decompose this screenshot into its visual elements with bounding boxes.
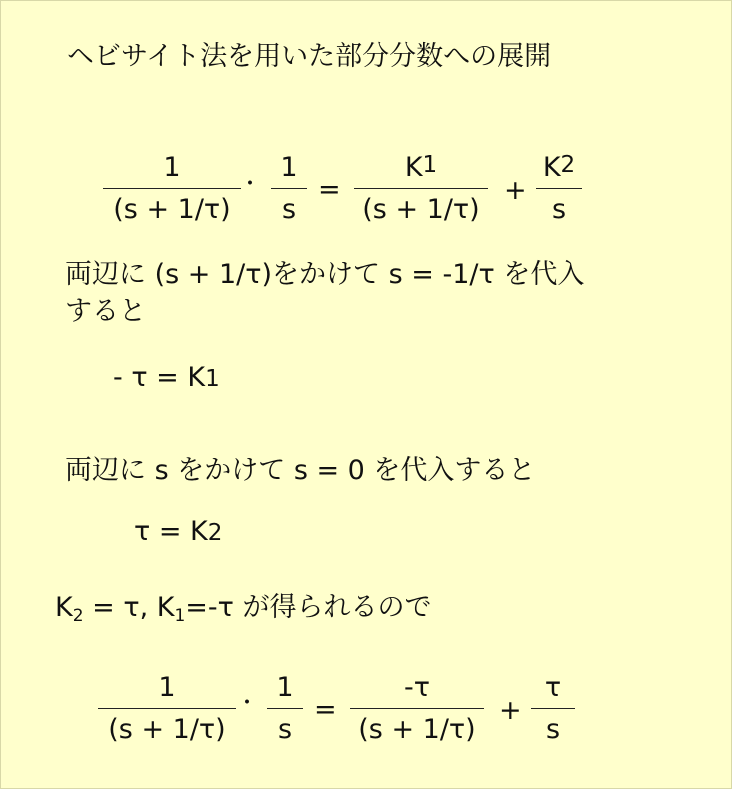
result1-subscript: 1 [205,366,220,392]
eq2-rhs2-numerator: τ [544,672,562,703]
result1 [113,364,220,391]
eq2-rhs1-denominator: (s + 1/τ) [358,714,476,745]
eq1-rhs1-denominator: (s + 1/τ) [362,194,480,225]
summary-k2: K [55,592,73,623]
eq1-lhs2-numerator: 1 [280,152,298,183]
eq2-lhs2-numerator: 1 [276,672,294,703]
eq1-rhs2-denominator: s [551,194,567,225]
eq1-fraction-lhs1 [103,154,241,223]
summary-line [55,594,432,625]
result1-text: - τ = K [113,362,206,393]
eq2-fraction-rhs2 [531,674,575,743]
page-title: ヘビサイト法を用いた部分分数への展開 [67,41,552,72]
step1-line2: すると [65,296,146,327]
eq1-equals: = [318,174,341,205]
k-symbol: K [404,152,423,183]
eq2-lhs1-numerator: 1 [158,672,176,703]
eq2-dot: ・ [236,691,259,716]
summary-k2-subscript: 2 [72,606,84,626]
eq1-lhs1-numerator: 1 [163,152,181,183]
eq1-fraction-rhs1 [354,154,488,223]
eq2-plus: + [499,695,522,726]
eq2-rhs1-numerator: -τ [404,672,430,703]
eq1-dot: ・ [239,172,262,197]
eq2-lhs2-denominator: s [277,714,293,745]
step1-line1: 両辺に (s + 1/τ)をかけて s = -1/τ を代入 [65,259,585,290]
result2 [134,518,222,545]
eq2-lhs1-denominator: (s + 1/τ) [108,714,226,745]
result2-text: τ = K [134,516,208,547]
eq2-equals: = [314,694,337,725]
eq1-plus: + [504,175,527,206]
eq1-rhs2-numerator [543,154,575,188]
result2-subscript: 2 [207,520,223,546]
step2-text: 両辺に s をかけて s = 0 を代入すると [65,455,536,486]
summary-tail: =-τ が得られるので [185,592,432,623]
k-subscript: 2 [560,152,576,178]
eq2-fraction-rhs1 [350,674,484,743]
summary-k1-subscript: 1 [174,606,186,626]
eq2-fraction-lhs1 [98,674,236,743]
eq1-fraction-lhs2 [271,154,307,223]
eq1-rhs1-numerator [405,154,437,188]
k-symbol: K [542,152,561,183]
eq2-fraction-lhs2 [267,674,303,743]
k-subscript: 1 [422,152,438,178]
summary-mid: = τ, K [83,592,175,623]
eq1-lhs1-denominator: (s + 1/τ) [113,194,231,225]
eq2-rhs2-denominator: s [545,714,561,745]
eq1-fraction-rhs2 [536,154,582,223]
eq1-lhs2-denominator: s [281,194,297,225]
